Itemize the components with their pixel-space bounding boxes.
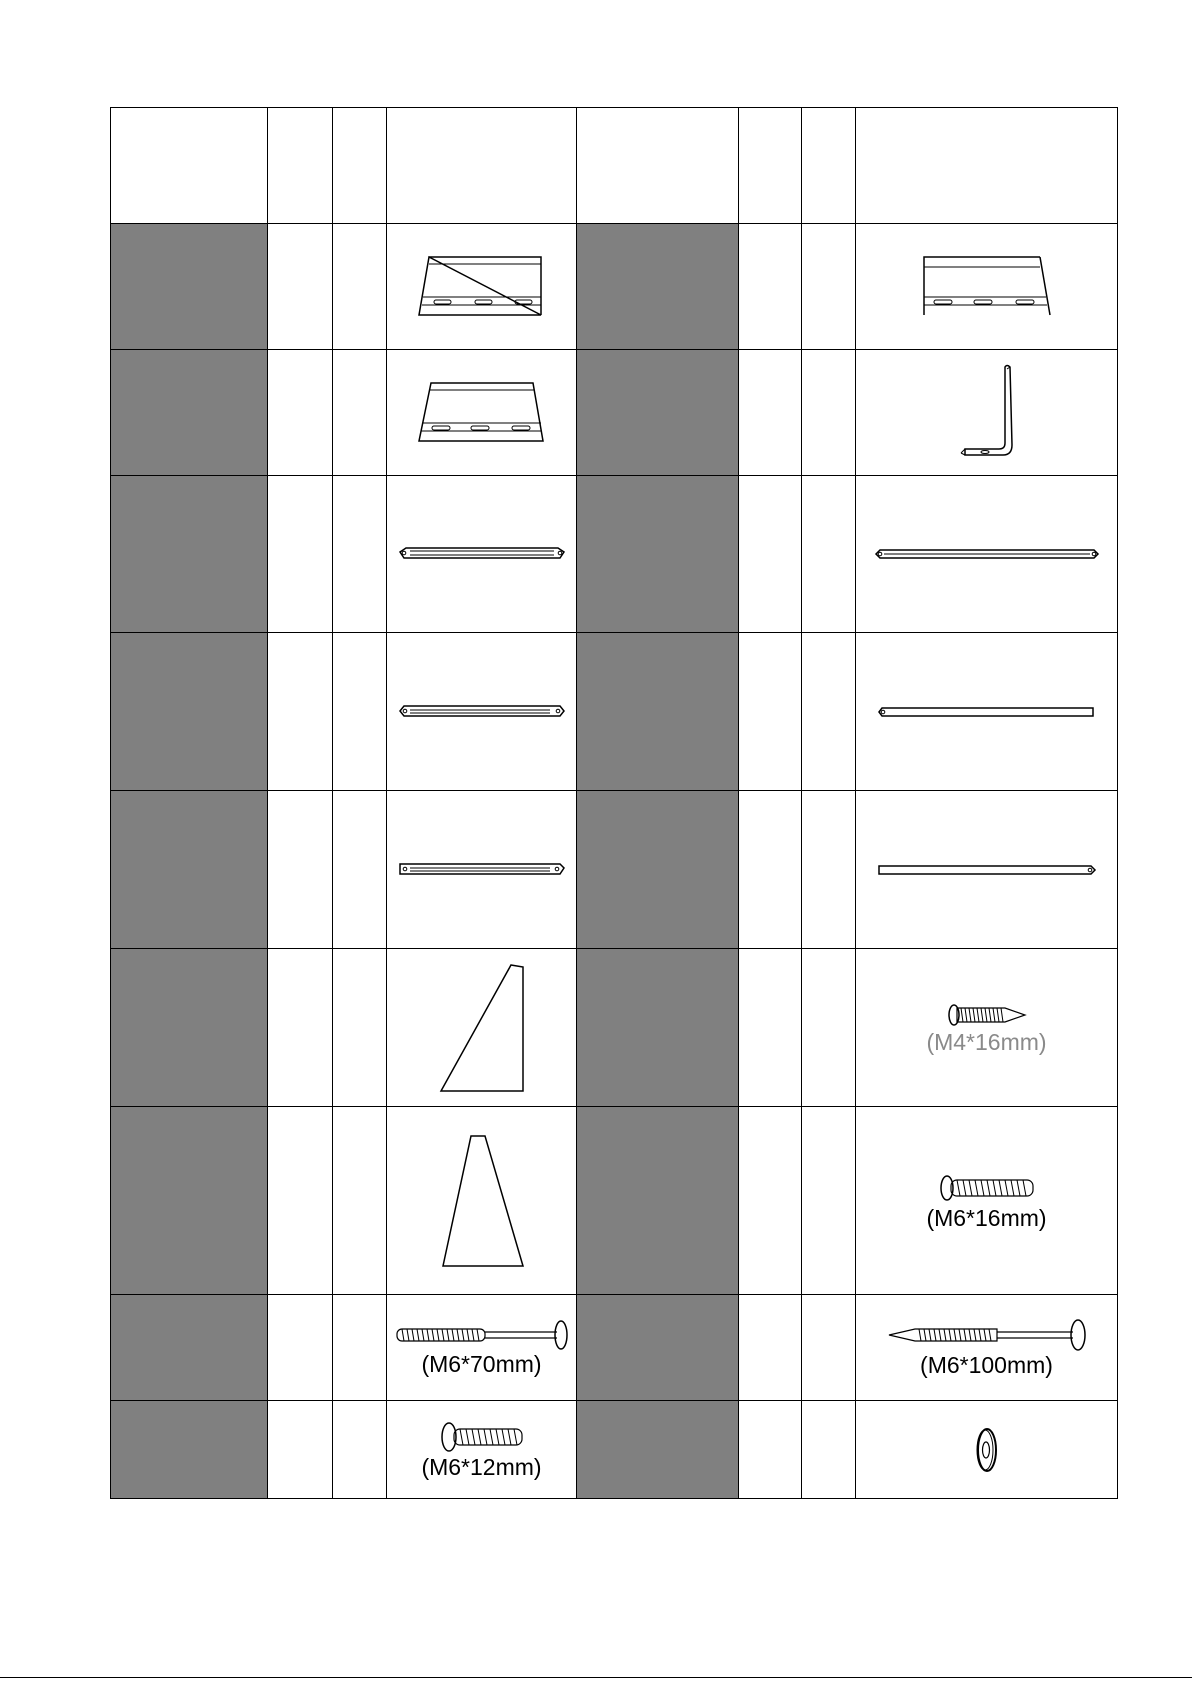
quantity-cell bbox=[268, 1401, 333, 1499]
quantity-cell bbox=[739, 949, 802, 1107]
quantity-cell bbox=[739, 1107, 802, 1295]
part-image-cell bbox=[856, 476, 1118, 633]
code-cell bbox=[802, 633, 856, 791]
table-row bbox=[111, 633, 1118, 791]
slotted-plate-right-icon bbox=[922, 255, 1052, 319]
footer-rule bbox=[0, 1677, 1192, 1678]
header-cell bbox=[577, 108, 739, 224]
part-image-cell bbox=[387, 1295, 577, 1401]
quantity-cell bbox=[268, 633, 333, 791]
code-cell bbox=[802, 224, 856, 350]
washer-icon bbox=[975, 1426, 999, 1474]
part-name-cell bbox=[111, 949, 268, 1107]
part-image-cell bbox=[856, 949, 1118, 1107]
code-cell bbox=[333, 1295, 387, 1401]
part-image-cell bbox=[856, 224, 1118, 350]
code-cell bbox=[333, 1401, 387, 1499]
part-name-cell bbox=[111, 791, 268, 949]
part-name-cell bbox=[577, 224, 739, 350]
part-name-cell bbox=[111, 476, 268, 633]
table-row bbox=[111, 1107, 1118, 1295]
code-cell bbox=[802, 1107, 856, 1295]
bolt-size-label: (M6*70mm) bbox=[421, 1350, 542, 1377]
code-cell bbox=[333, 476, 387, 633]
code-cell bbox=[333, 224, 387, 350]
table-row bbox=[111, 949, 1118, 1107]
quantity-cell bbox=[268, 1295, 333, 1401]
part-image-cell bbox=[387, 224, 577, 350]
part-image-cell bbox=[387, 476, 577, 633]
table-row bbox=[111, 791, 1118, 949]
code-cell bbox=[802, 949, 856, 1107]
part-name-cell bbox=[111, 1295, 268, 1401]
header-cell bbox=[387, 108, 577, 224]
screw-size-label: (M6*12mm) bbox=[421, 1453, 542, 1480]
code-cell bbox=[333, 350, 387, 476]
part-image-cell bbox=[387, 791, 577, 949]
screw-size-label: (M6*16mm) bbox=[926, 1204, 1047, 1231]
quantity-cell bbox=[739, 1295, 802, 1401]
part-image-cell bbox=[387, 949, 577, 1107]
header-cell bbox=[802, 108, 856, 224]
machine-screw-icon bbox=[440, 1420, 524, 1454]
code-cell bbox=[802, 476, 856, 633]
part-name-cell bbox=[111, 633, 268, 791]
table-row bbox=[111, 224, 1118, 350]
part-name-cell bbox=[111, 350, 268, 476]
table-row bbox=[111, 1295, 1118, 1401]
part-name-cell bbox=[577, 350, 739, 476]
part-name-cell bbox=[577, 949, 739, 1107]
part-name-cell bbox=[577, 791, 739, 949]
short-rail-icon bbox=[398, 542, 566, 566]
short-rail-icon bbox=[398, 859, 566, 881]
code-cell bbox=[333, 949, 387, 1107]
part-name-cell bbox=[577, 633, 739, 791]
quantity-cell bbox=[268, 949, 333, 1107]
code-cell bbox=[333, 633, 387, 791]
header-cell bbox=[111, 108, 268, 224]
header-cell bbox=[268, 108, 333, 224]
quantity-cell bbox=[739, 791, 802, 949]
part-name-cell bbox=[577, 1401, 739, 1499]
code-cell bbox=[802, 350, 856, 476]
part-name-cell bbox=[577, 476, 739, 633]
part-image-cell bbox=[856, 1107, 1118, 1295]
triangle-gusset-icon bbox=[439, 963, 525, 1093]
quantity-cell bbox=[268, 350, 333, 476]
slotted-plate-icon bbox=[417, 255, 547, 319]
tapping-screw-icon bbox=[947, 1001, 1027, 1029]
code-cell bbox=[802, 1401, 856, 1499]
quantity-cell bbox=[268, 476, 333, 633]
short-rail-icon bbox=[398, 701, 566, 723]
rod-icon bbox=[877, 863, 1097, 877]
code-cell bbox=[333, 791, 387, 949]
part-name-cell bbox=[111, 224, 268, 350]
part-image-cell bbox=[387, 633, 577, 791]
part-image-cell bbox=[387, 1401, 577, 1499]
quantity-cell bbox=[739, 224, 802, 350]
quantity-cell bbox=[739, 1401, 802, 1499]
quantity-cell bbox=[739, 476, 802, 633]
quantity-cell bbox=[268, 791, 333, 949]
rod-icon bbox=[877, 705, 1097, 719]
long-rail-icon bbox=[874, 546, 1100, 562]
header-row bbox=[111, 108, 1118, 224]
quantity-cell bbox=[739, 350, 802, 476]
part-image-cell bbox=[856, 1295, 1118, 1401]
l-bracket-icon bbox=[947, 363, 1027, 463]
part-name-cell bbox=[111, 1107, 268, 1295]
header-cell bbox=[333, 108, 387, 224]
part-image-cell bbox=[856, 350, 1118, 476]
machine-screw-icon bbox=[939, 1171, 1035, 1205]
part-image-cell bbox=[856, 791, 1118, 949]
part-image-cell bbox=[856, 1401, 1118, 1499]
parts-table bbox=[110, 107, 1118, 1499]
tapered-slotted-plate-icon bbox=[417, 381, 547, 445]
code-cell bbox=[802, 1295, 856, 1401]
quantity-cell bbox=[268, 1107, 333, 1295]
table-row bbox=[111, 476, 1118, 633]
screw-size-label: (M4*16mm) bbox=[926, 1028, 1047, 1055]
pointed-bolt-icon bbox=[887, 1318, 1087, 1352]
tapered-panel-icon bbox=[439, 1134, 525, 1268]
bolt-size-label: (M6*100mm) bbox=[920, 1351, 1053, 1378]
table-row bbox=[111, 1401, 1118, 1499]
part-image-cell bbox=[387, 1107, 577, 1295]
header-cell bbox=[739, 108, 802, 224]
part-name-cell bbox=[111, 1401, 268, 1499]
header-cell bbox=[856, 108, 1118, 224]
code-cell bbox=[802, 791, 856, 949]
code-cell bbox=[333, 1107, 387, 1295]
part-name-cell bbox=[577, 1295, 739, 1401]
quantity-cell bbox=[268, 224, 333, 350]
part-name-cell bbox=[577, 1107, 739, 1295]
quantity-cell bbox=[739, 633, 802, 791]
table-row bbox=[111, 350, 1118, 476]
part-image-cell bbox=[856, 633, 1118, 791]
part-image-cell bbox=[387, 350, 577, 476]
long-bolt-icon bbox=[395, 1319, 569, 1351]
